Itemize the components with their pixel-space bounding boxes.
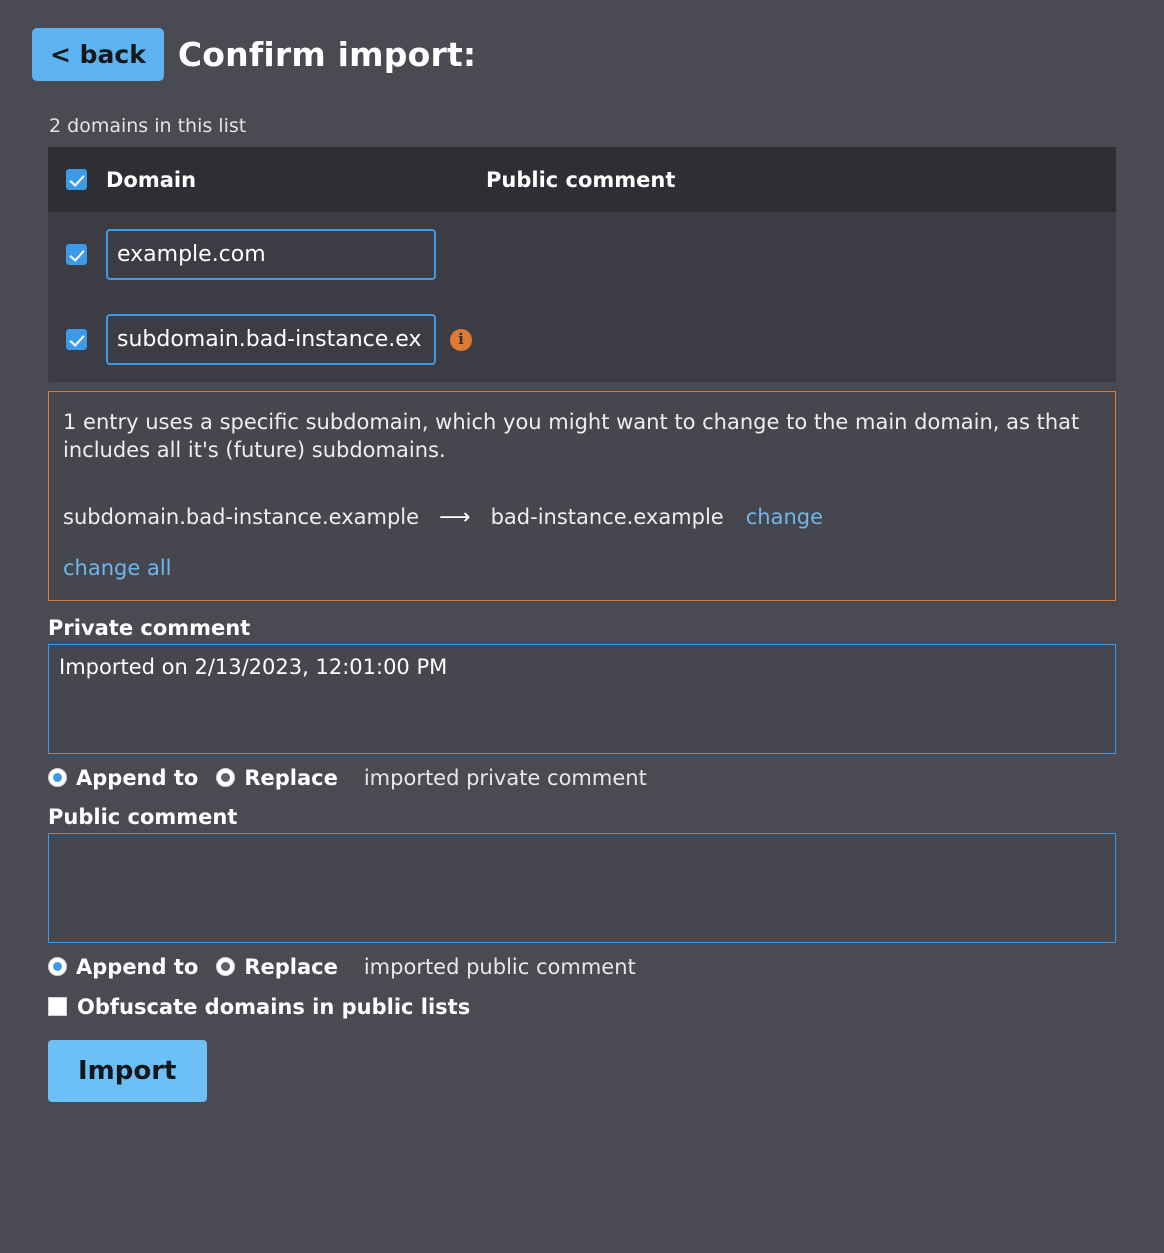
- obfuscate-label: Obfuscate domains in public lists: [77, 994, 471, 1019]
- table-row: [48, 297, 1116, 382]
- change-all-link[interactable]: change all: [63, 555, 172, 580]
- public-mode-tail-text: imported public comment: [363, 954, 636, 979]
- subdomain-mapping-row: [63, 505, 1101, 530]
- change-link[interactable]: change: [745, 505, 824, 530]
- domain-input[interactable]: [106, 229, 436, 280]
- row-checkbox[interactable]: [66, 244, 87, 265]
- import-button[interactable]: Import: [48, 1040, 207, 1102]
- table-header-row: [48, 147, 1116, 212]
- info-icon[interactable]: i: [450, 329, 472, 351]
- private-comment-label: Private comment: [48, 615, 251, 640]
- public-append-radio[interactable]: [48, 957, 67, 976]
- public-comment-label: Public comment: [48, 804, 238, 829]
- page-title: Confirm import:: [177, 35, 477, 74]
- private-comment-textarea[interactable]: [48, 644, 1116, 754]
- select-all-checkbox[interactable]: [66, 169, 87, 190]
- public-append-label: Append to: [76, 954, 199, 979]
- private-replace-label: Replace: [244, 765, 338, 790]
- public-comment-mode-group: [48, 955, 1132, 979]
- private-mode-tail-text: imported private comment: [363, 765, 647, 790]
- obfuscate-checkbox[interactable]: [48, 997, 67, 1016]
- table-row: [48, 212, 1116, 297]
- mapping-to: bad-instance.example: [490, 505, 724, 530]
- mapping-from: subdomain.bad-instance.example: [63, 505, 420, 530]
- column-header-public-comment: Public comment: [486, 167, 676, 192]
- warning-text: 1 entry uses a specific subdomain, which you might want to change to the main domain, as that includes all it's (future) subdomains.: [63, 410, 1080, 463]
- public-comment-textarea[interactable]: [48, 833, 1116, 943]
- back-button[interactable]: < back: [32, 28, 164, 81]
- private-comment-mode-group: [48, 766, 1132, 790]
- column-header-domain: Domain: [106, 167, 197, 192]
- public-replace-radio[interactable]: [216, 957, 235, 976]
- page-header: [32, 28, 1132, 81]
- domains-table: [48, 147, 1116, 382]
- private-append-radio[interactable]: [48, 768, 67, 787]
- obfuscate-row: [48, 995, 1132, 1019]
- domain-count-text: 2 domains in this list: [49, 115, 247, 137]
- public-replace-label: Replace: [244, 954, 338, 979]
- row-checkbox[interactable]: [66, 329, 87, 350]
- arrow-icon: ⟶: [439, 504, 471, 530]
- subdomain-warning-box: [48, 391, 1116, 601]
- private-append-label: Append to: [76, 765, 199, 790]
- domain-input[interactable]: [106, 314, 436, 365]
- private-replace-radio[interactable]: [216, 768, 235, 787]
